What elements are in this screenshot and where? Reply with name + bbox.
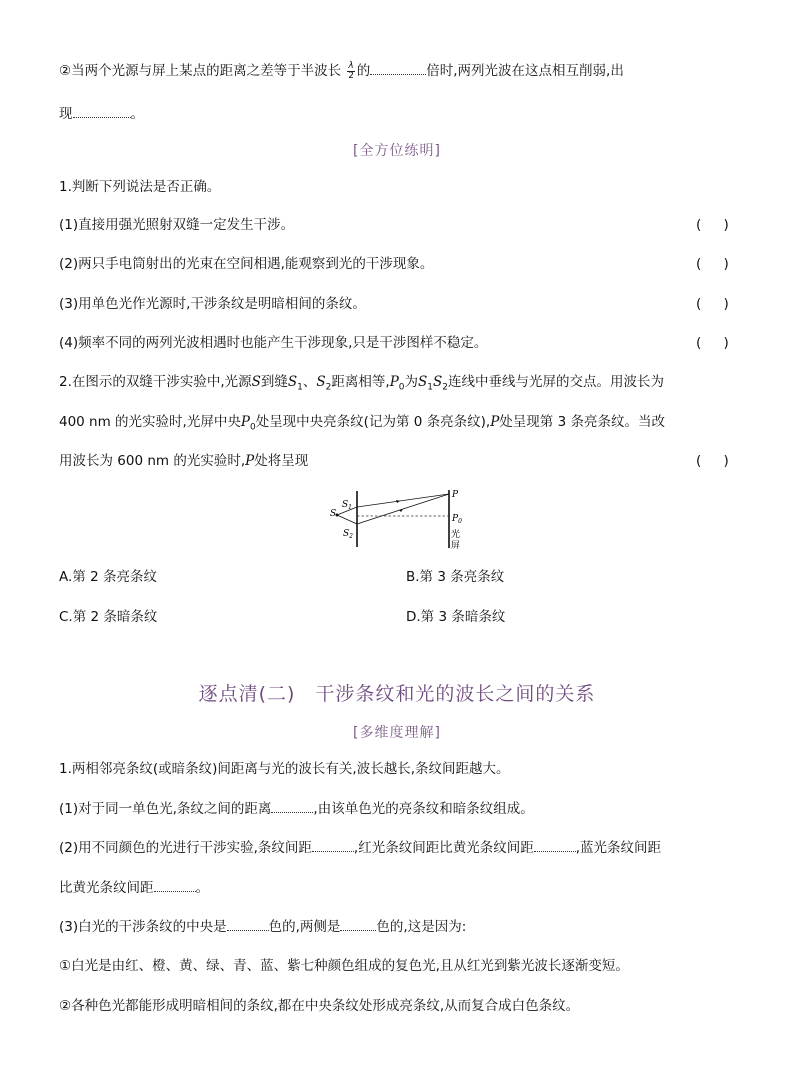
q2-sub: 2 [325,382,332,393]
q2-sub: 1 [427,382,433,393]
answer-paren[interactable]: ( ) [696,217,729,233]
fill-blank[interactable] [73,103,131,118]
label-S: S [330,509,337,519]
fill-blank[interactable] [534,837,576,852]
q1-item-3: (3)用单色光作光源时,干涉条纹是明暗相间的条纹。 [59,296,366,312]
q2-text: 400 nm 的光实验时,光屏中央 [59,414,241,430]
fill-blank[interactable] [271,798,313,813]
p2-line-4 [59,877,209,898]
q2-symbol-P0: P [389,374,399,390]
p2-line-1: 1.两相邻亮条纹(或暗条纹)间距离与光的波长有关,波长越长,条纹间距越大。 [59,761,510,777]
q1-item-4: (4)频率不同的两列光波相遇时也能产生干涉现象,只是干涉图样不稳定。 [59,335,488,351]
q2-text: 到缝 [260,374,288,390]
p2-line-3 [59,837,661,858]
p2-text: (2)用不同颜色的光进行干涉实验,条纹间距 [59,840,312,856]
label-S1-letter: S [342,500,349,510]
q2-text: 距离相等, [331,374,390,390]
label-screen-1: 光 [451,530,461,540]
q1-item-2: (2)两只手电筒射出的光束在空间相遇,能观察到光的干涉现象。 [59,256,434,272]
q2-symbol-S2: S [433,374,443,390]
p2-text: ,红光条纹间距比黄光条纹间距 [353,840,534,856]
q2-symbol-S1: S [418,374,428,390]
p2-line-6: ①白光是由红、橙、黄、绿、青、蓝、紫七种颜色组成的复色光,且从红光到紫光波长逐渐变短。 [59,958,629,974]
q2-symbol-P: P [490,414,500,430]
fill-blank[interactable] [154,877,196,892]
label-S2-letter: S [343,529,350,539]
q2-text: 2.在图示的双缝干涉实验中,光源 [59,374,252,390]
ray-s1-p [357,494,449,507]
q2-symbol-S2: S [316,374,326,390]
label-S1 [342,500,352,511]
fill-blank[interactable] [312,837,354,852]
p2-text: 。 [195,880,209,896]
p2-line-5 [59,916,466,937]
q2-text: 、 [302,374,317,390]
q2-symbol-P: P [245,453,255,469]
q2-symbol-P0: P [240,414,250,430]
fill-blank[interactable] [227,916,269,931]
q2-text: 为 [404,374,419,390]
label-P0-letter: P [452,514,459,524]
intro-line-2 [59,103,144,124]
answer-paren[interactable]: ( ) [696,453,729,469]
half-wavelength-fraction [347,62,354,81]
label-P0 [451,514,462,525]
section-title: 逐点清(二) 干涉条纹和光的波长之间的关系 [198,683,596,705]
double-slit-diagram [328,486,478,554]
fill-blank[interactable] [370,60,426,75]
p2-text: (3)白光的干涉条纹的中央是 [59,919,227,935]
q2-line-1 [59,372,664,398]
p2-text: 色的,这是因为: [376,919,467,935]
label-P: P [452,490,459,500]
intro-text-d: 现 [59,106,73,122]
intro-text-a: ②当两个光源与屏上某点的距离之差等于半波长 [59,63,342,79]
ray-source-s2 [337,515,357,524]
p2-text: ,由该单色光的亮条纹和暗条纹组成。 [313,801,534,817]
p2-line-2 [59,798,534,819]
banner-understanding: [多维度理解] [353,725,441,741]
option-b[interactable]: B.第 3 条亮条纹 [406,569,505,585]
p2-text: ,蓝光条纹间距 [575,840,662,856]
option-c[interactable]: C.第 2 条暗条纹 [59,609,158,625]
q2-sub: 0 [398,382,405,393]
q1-stem: 1.判断下列说法是否正确。 [59,179,221,195]
answer-paren[interactable]: ( ) [696,256,729,272]
q1-item-1: (1)直接用强光照射双缝一定发生干涉。 [59,217,295,233]
q2-sub: 1 [297,382,303,393]
p2-text: 比黄光条纹间距 [59,880,154,896]
label-screen-2: 屏 [451,541,461,551]
q2-symbol-S: S [251,374,261,390]
option-d[interactable]: D.第 3 条暗条纹 [406,609,506,625]
intro-line-1 [59,60,624,81]
answer-paren[interactable]: ( ) [696,335,729,351]
answer-paren[interactable]: ( ) [696,296,729,312]
q2-line-3 [59,451,308,471]
intro-text-b: 的 [356,63,371,79]
q2-text: 处呈现第 3 条亮条纹。当改 [499,414,665,430]
label-P0-sub: 0 [458,518,462,525]
q2-text: 处呈现中央亮条纹(记为第 0 条亮条纹), [255,414,491,430]
intro-text-c: 倍时,两列光波在这点相互削弱,出 [426,63,624,79]
intro-text-e: 。 [130,106,144,122]
label-S1-sub: 1 [348,504,352,511]
q2-sub: 2 [442,382,448,393]
label-S2-sub: 2 [349,533,353,540]
label-S2 [343,529,353,540]
fraction-denominator: 2 [348,70,354,81]
q2-text: 用波长为 600 nm 的光实验时, [59,453,246,469]
p2-line-7: ②各种色光都能形成明暗相间的条纹,都在中央条纹处形成亮条纹,从而复合成白色条纹。 [59,998,580,1014]
option-a[interactable]: A.第 2 条亮条纹 [59,569,157,585]
q2-symbol-S1: S [287,374,298,390]
arrow-1 [396,500,400,503]
banner-practice: [全方位练明] [353,143,441,159]
p2-text: (1)对于同一单色光,条纹之间的距离 [59,801,272,817]
q2-text: 连线中垂线与光屏的交点。用波长为 [447,374,664,390]
fill-blank[interactable] [340,916,376,931]
q2-sub: 0 [249,422,256,433]
p2-text: 色的,两侧是 [268,919,341,935]
q2-line-2 [59,412,665,438]
q2-text: 处将呈现 [254,453,309,469]
fraction-numerator: λ [348,60,354,71]
